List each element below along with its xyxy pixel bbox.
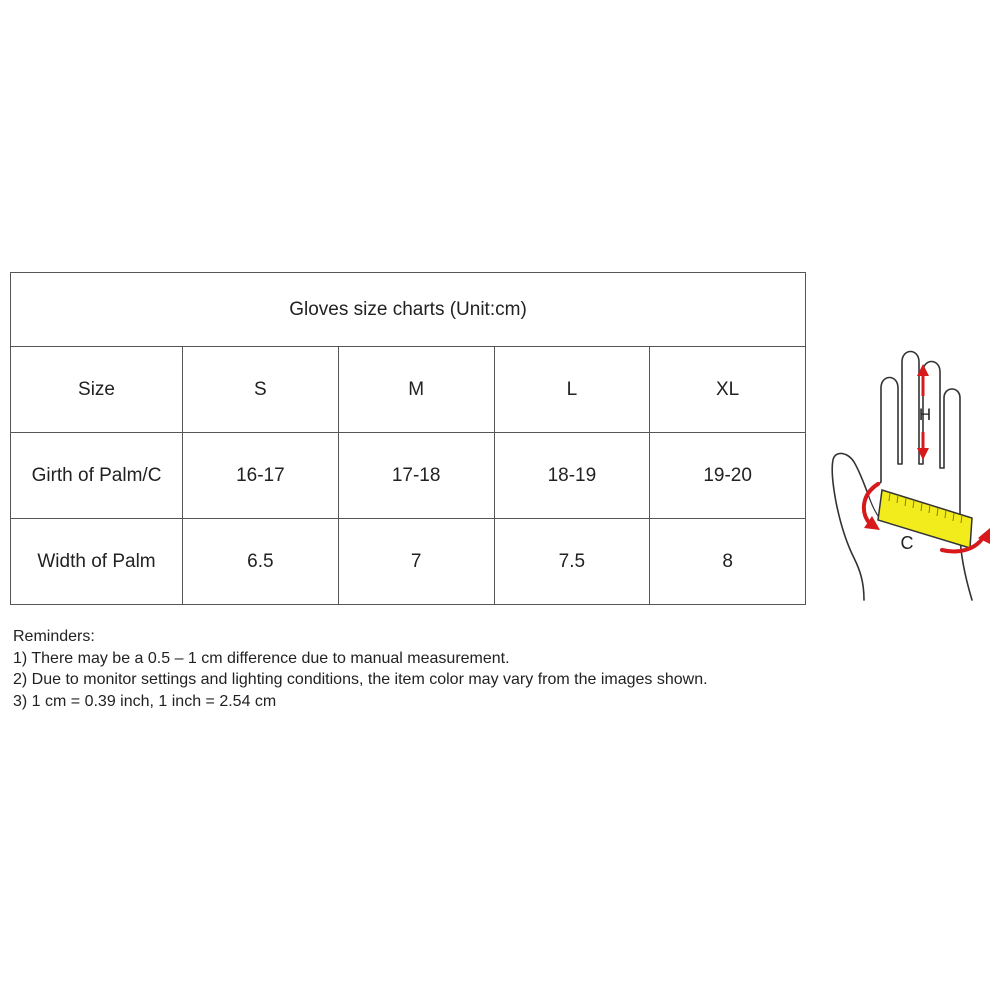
- reminder-item: 1) There may be a 0.5 – 1 cm difference due to manual measurement.: [13, 649, 510, 667]
- row-label-width: Width of Palm: [11, 519, 183, 605]
- height-label: H: [918, 405, 932, 424]
- reminder-item: 2) Due to monitor settings and lighting conditions, the item color may vary from the images shown.: [13, 671, 708, 688]
- reminder-item: 3) 1 cm = 0.39 inch, 1 inch = 2.54 cm: [13, 692, 277, 710]
- size-xl-header: XL: [650, 347, 806, 433]
- table-row-width: [11, 519, 806, 605]
- hand-outline: [832, 352, 972, 601]
- size-s-header: S: [183, 347, 339, 433]
- size-header-label: Size: [11, 347, 183, 433]
- table-header-row: [11, 347, 806, 433]
- size-l-header: L: [494, 347, 650, 433]
- size-m-header: M: [338, 347, 494, 433]
- girth-s-cell: 16-17: [183, 433, 339, 519]
- width-m-cell: 7: [338, 519, 494, 605]
- measuring-tape: [878, 490, 972, 548]
- row-label-girth: Girth of Palm/C: [11, 433, 183, 519]
- girth-m-cell: 17-18: [338, 433, 494, 519]
- table-row-girth: [11, 433, 806, 519]
- hand-measurement-diagram: [826, 344, 998, 606]
- width-l-cell: 7.5: [494, 519, 650, 605]
- width-s-cell: 6.5: [183, 519, 339, 605]
- table-title-row: [11, 273, 806, 347]
- girth-xl-cell: 19-20: [650, 433, 806, 519]
- reminders-heading: Reminders:: [13, 628, 95, 645]
- girth-l-cell: 18-19: [494, 433, 650, 519]
- table-title: Gloves size charts (Unit:cm): [11, 273, 806, 347]
- reminders-section: [13, 626, 708, 712]
- width-xl-cell: 8: [650, 519, 806, 605]
- circumference-label: C: [900, 533, 914, 553]
- size-chart-table: [10, 272, 806, 605]
